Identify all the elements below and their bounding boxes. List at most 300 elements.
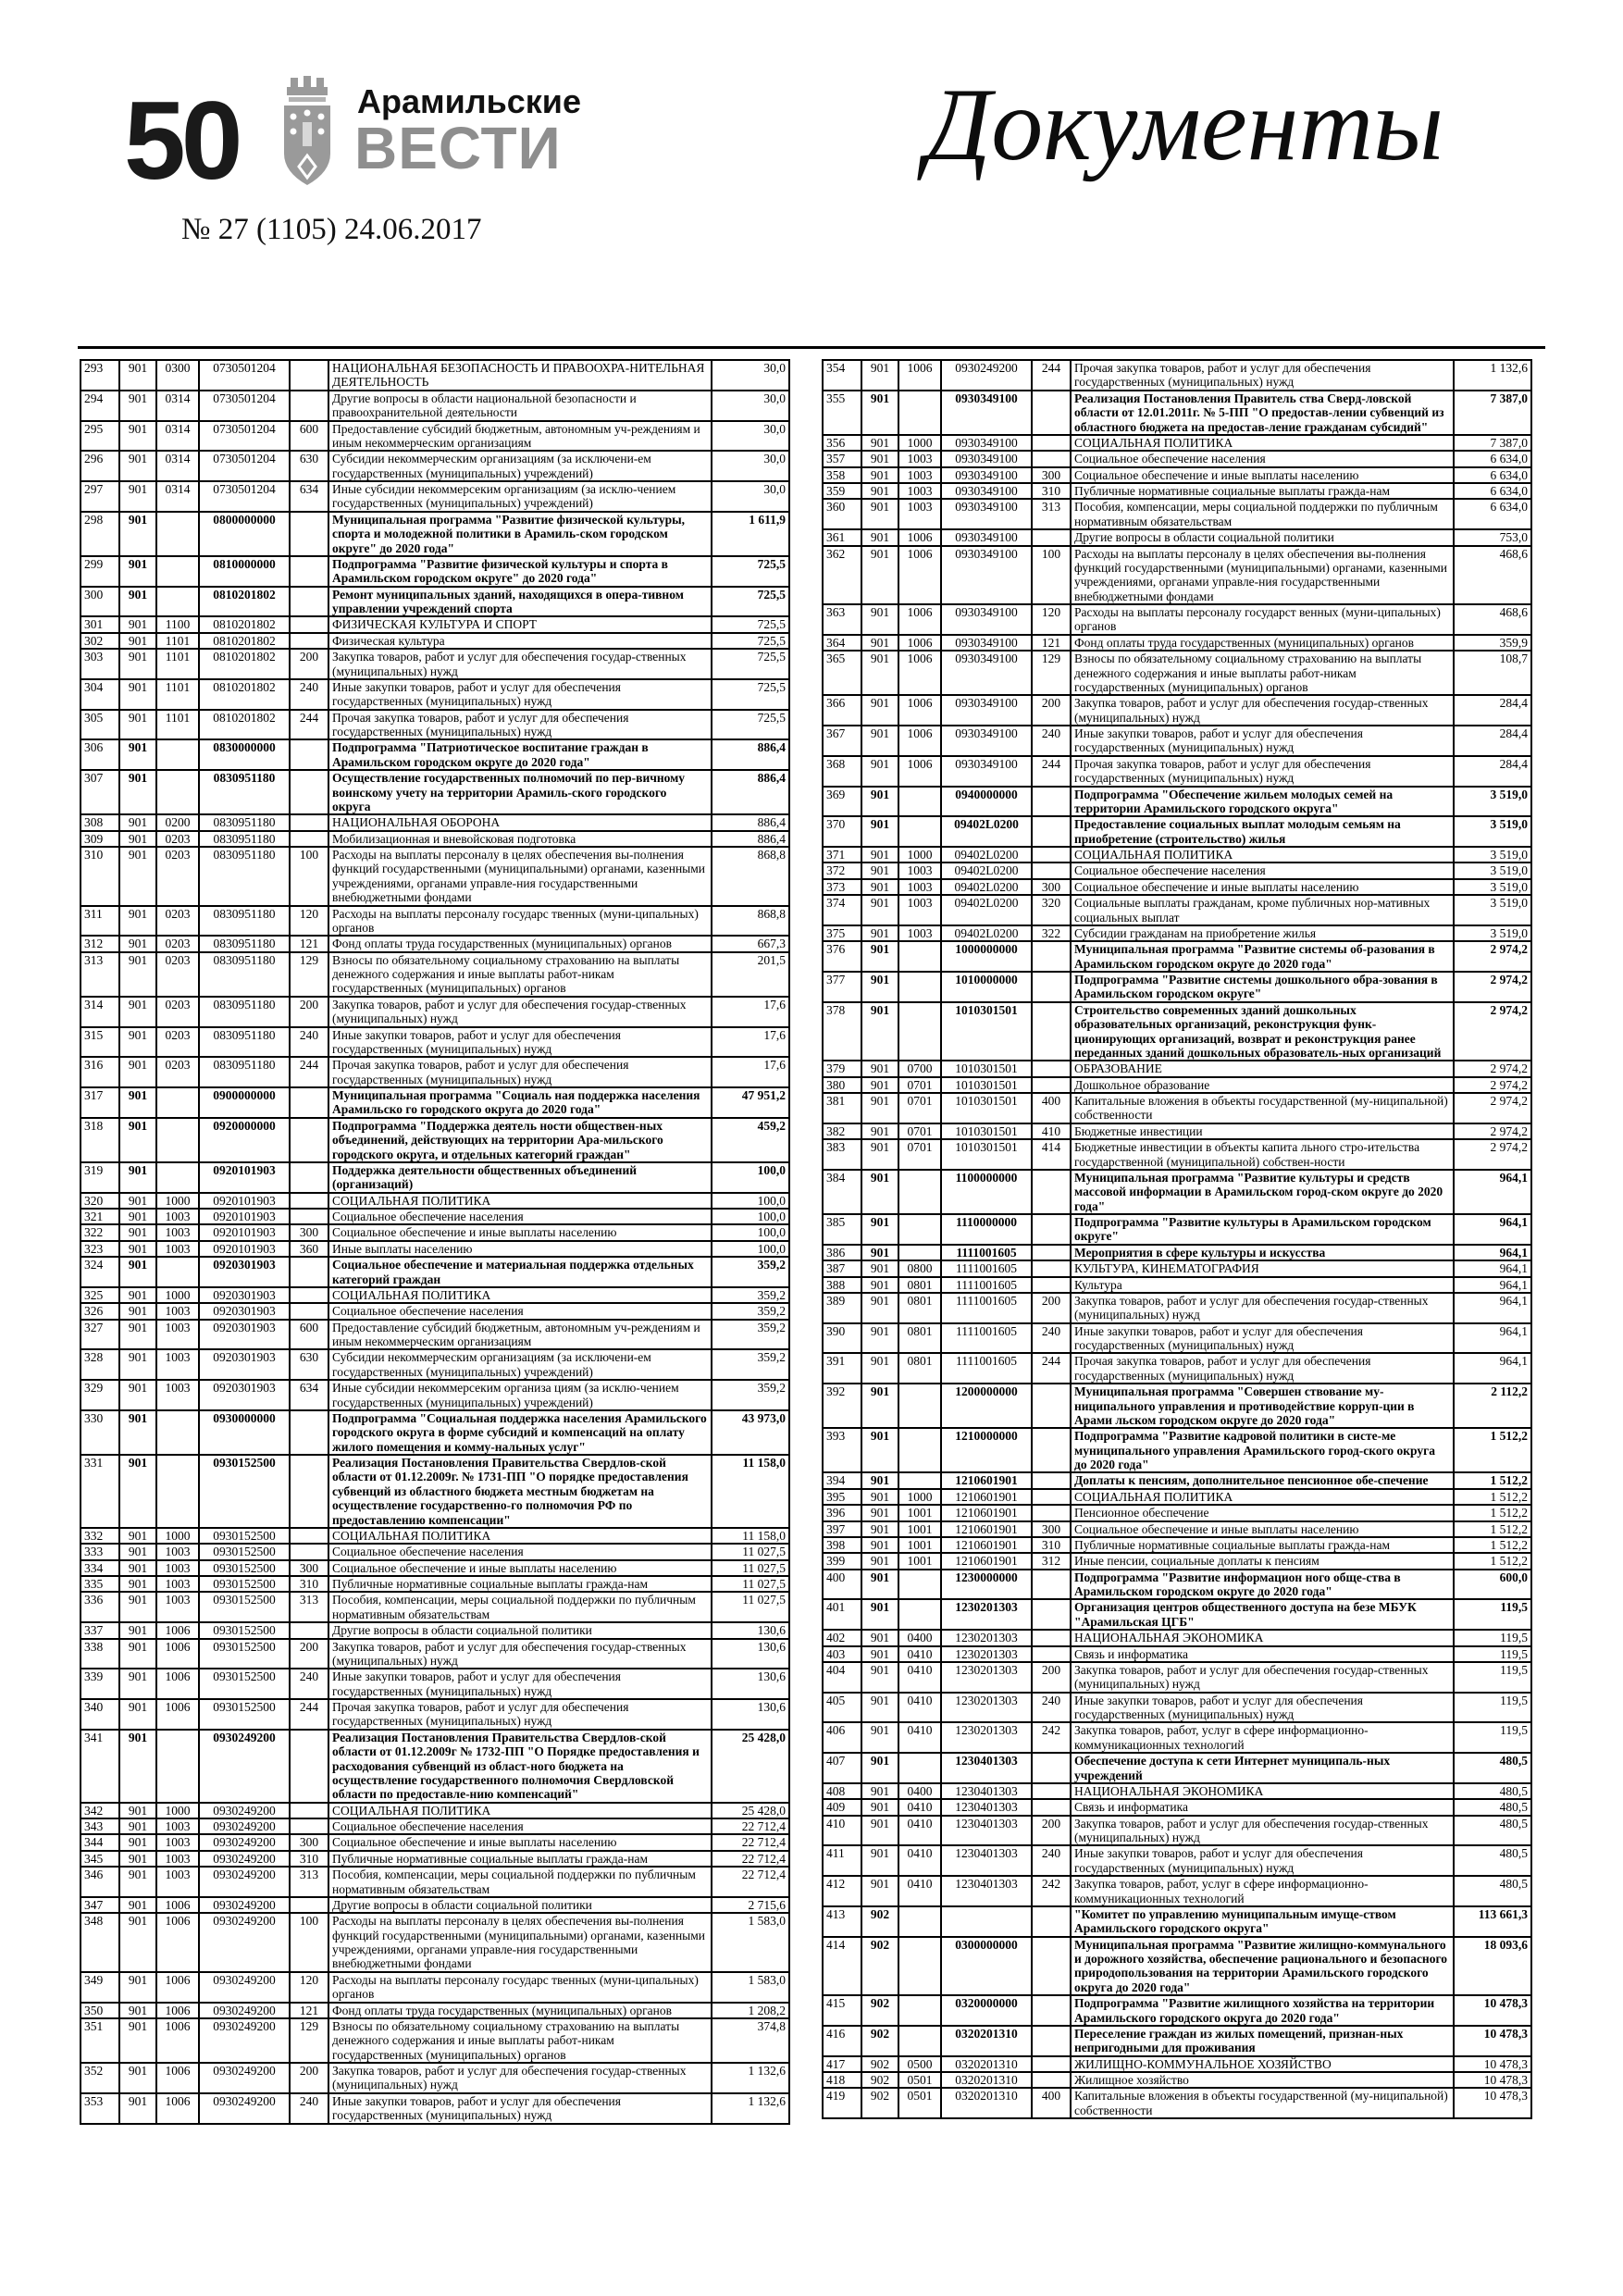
cell-description: Пособия, компенсации, меры социальной поддержки по публичным нормативным обязательствам bbox=[1071, 499, 1454, 529]
cell-amount: 725,5 bbox=[712, 649, 789, 679]
cell-amount: 667,3 bbox=[712, 936, 789, 951]
cell-description: Муниципальная программа "Развитие культуры и средств массовой информации в Арамильском город-ском округе до 2020 года" bbox=[1071, 1170, 1454, 1214]
cell-section-code bbox=[898, 941, 941, 972]
table-row bbox=[823, 1537, 1531, 1553]
cell-expense-type-code bbox=[1032, 847, 1071, 863]
cell-expense-type-code bbox=[290, 1544, 328, 1559]
cell-description: ОБРАЗОВАНИЕ bbox=[1071, 1061, 1454, 1076]
cell-amount: 201,5 bbox=[712, 952, 789, 997]
cell-row-number: 408 bbox=[823, 1783, 861, 1799]
cell-section-code: 1003 bbox=[898, 499, 941, 529]
cell-expense-type-code: 242 bbox=[1032, 1722, 1071, 1753]
cell-target-article-code: 0930349100 bbox=[941, 651, 1032, 695]
table-row bbox=[81, 1287, 789, 1303]
cell-row-number: 326 bbox=[81, 1303, 119, 1319]
cell-section-code: 0410 bbox=[898, 1693, 941, 1723]
cell-target-article-code: 0930249200 bbox=[199, 1730, 290, 1803]
cell-amount: 725,5 bbox=[712, 633, 789, 649]
cell-administrator-code: 901 bbox=[861, 1170, 898, 1214]
table-row bbox=[81, 2093, 789, 2124]
cell-expense-type-code bbox=[1032, 816, 1071, 847]
cell-description: Социальное обеспечение и иные выплаты населению bbox=[328, 1224, 712, 1240]
cell-description: Подпрограмма "Развитие системы дошкольного обра-зования в Арамильском городском округе" bbox=[1071, 972, 1454, 1002]
cell-amount: 284,4 bbox=[1454, 756, 1531, 787]
cell-description: Прочая закупка товаров, работ и услуг для обеспечения государственных (муниципальных) нужд bbox=[328, 1699, 712, 1730]
cell-target-article-code: 1210601901 bbox=[941, 1537, 1032, 1553]
cell-description: Иные закупки товаров, работ и услуг для обеспечения государственных (муниципальных) нужд bbox=[328, 1669, 712, 1699]
cell-section-code: 0203 bbox=[156, 1057, 199, 1087]
cell-amount: 108,7 bbox=[1454, 651, 1531, 695]
cell-target-article-code: 0930152500 bbox=[199, 1528, 290, 1544]
cell-amount: 11 158,0 bbox=[712, 1455, 789, 1528]
cell-expense-type-code bbox=[1032, 2026, 1071, 2056]
table-row bbox=[823, 467, 1531, 483]
cell-row-number: 400 bbox=[823, 1570, 861, 1600]
cell-expense-type-code bbox=[1032, 787, 1071, 817]
cell-administrator-code: 901 bbox=[119, 1349, 156, 1380]
cell-section-code bbox=[898, 1170, 941, 1214]
cell-target-article-code: 0930152500 bbox=[199, 1592, 290, 1622]
cell-expense-type-code: 300 bbox=[1032, 879, 1071, 895]
cell-amount: 1 583,0 bbox=[712, 1913, 789, 1972]
cell-expense-type-code: 240 bbox=[1032, 1845, 1071, 1876]
cell-amount: 964,1 bbox=[1454, 1293, 1531, 1323]
table-row bbox=[81, 1669, 789, 1699]
cell-target-article-code: 0320201310 bbox=[941, 2072, 1032, 2088]
cell-row-number: 364 bbox=[823, 635, 861, 651]
cell-target-article-code: 1010301501 bbox=[941, 1061, 1032, 1076]
cell-section-code: 1000 bbox=[898, 847, 941, 863]
cell-expense-type-code bbox=[290, 587, 328, 617]
cell-description: Предоставление субсидий бюджетным, автономным уч-реждениям и иным некоммерческим организациям bbox=[328, 421, 712, 452]
cell-section-code bbox=[898, 1753, 941, 1783]
table-row bbox=[823, 604, 1531, 635]
cell-description: Социальное обеспечение и иные выплаты населению bbox=[328, 1834, 712, 1850]
cell-description: Подпрограмма "Развитие физической культуры и спорта в Арамильском городском округе" до 2020 года" bbox=[328, 556, 712, 587]
cell-amount: 30,0 bbox=[712, 451, 789, 481]
cell-section-code bbox=[898, 787, 941, 817]
cell-section-code: 0203 bbox=[156, 831, 199, 847]
cell-expense-type-code: 244 bbox=[290, 1057, 328, 1087]
cell-section-code: 1003 bbox=[898, 483, 941, 499]
cell-administrator-code: 901 bbox=[119, 1257, 156, 1287]
cell-description: Иные закупки товаров, работ и услуг для обеспечения государственных (муниципальных) нужд bbox=[1071, 1323, 1454, 1354]
cell-row-number: 335 bbox=[81, 1576, 119, 1592]
cell-section-code: 1003 bbox=[156, 1209, 199, 1224]
cell-target-article-code: 0920301903 bbox=[199, 1303, 290, 1319]
cell-amount: 7 387,0 bbox=[1454, 391, 1531, 435]
cell-row-number: 412 bbox=[823, 1876, 861, 1906]
cell-administrator-code: 901 bbox=[119, 1027, 156, 1058]
cell-amount: 47 951,2 bbox=[712, 1087, 789, 1118]
cell-row-number: 401 bbox=[823, 1599, 861, 1630]
cell-row-number: 363 bbox=[823, 604, 861, 635]
cell-row-number: 395 bbox=[823, 1489, 861, 1505]
cell-amount: 30,0 bbox=[712, 481, 789, 512]
cell-expense-type-code: 400 bbox=[1032, 1093, 1071, 1123]
cell-description: Связь и информатика bbox=[1071, 1799, 1454, 1815]
cell-amount: 22 712,4 bbox=[712, 1834, 789, 1850]
cell-target-article-code: 0930152500 bbox=[199, 1544, 290, 1559]
cell-expense-type-code: 313 bbox=[290, 1592, 328, 1622]
cell-section-code: 0501 bbox=[898, 2088, 941, 2118]
cell-row-number: 304 bbox=[81, 679, 119, 710]
cell-amount: 1 512,2 bbox=[1454, 1472, 1531, 1488]
cell-amount: 119,5 bbox=[1454, 1646, 1531, 1662]
cell-amount: 119,5 bbox=[1454, 1693, 1531, 1723]
table-row bbox=[81, 739, 789, 770]
cell-expense-type-code: 322 bbox=[1032, 925, 1071, 941]
cell-expense-type-code: 129 bbox=[290, 952, 328, 997]
cell-administrator-code: 901 bbox=[119, 649, 156, 679]
cell-target-article-code bbox=[941, 1906, 1032, 1937]
cell-description: "Комитет по управлению муниципальным имуще-ством Арамильского городского округа" bbox=[1071, 1906, 1454, 1937]
cell-administrator-code: 901 bbox=[119, 770, 156, 814]
cell-administrator-code: 901 bbox=[861, 1277, 898, 1293]
cell-description: Бюджетные инвестиции bbox=[1071, 1123, 1454, 1139]
cell-row-number: 406 bbox=[823, 1722, 861, 1753]
cell-expense-type-code: 200 bbox=[1032, 1816, 1071, 1846]
cell-section-code: 0203 bbox=[156, 997, 199, 1027]
cell-target-article-code: 1230201303 bbox=[941, 1662, 1032, 1693]
cell-amount: 1 512,2 bbox=[1454, 1537, 1531, 1553]
cell-row-number: 343 bbox=[81, 1818, 119, 1834]
cell-administrator-code: 901 bbox=[119, 739, 156, 770]
cell-row-number: 404 bbox=[823, 1662, 861, 1693]
cell-row-number: 351 bbox=[81, 2018, 119, 2063]
cell-expense-type-code bbox=[1032, 1489, 1071, 1505]
cell-description: Обеспечение доступа к сети Интернет муниципаль-ных учреждений bbox=[1071, 1753, 1454, 1783]
cell-amount: 100,0 bbox=[712, 1209, 789, 1224]
cell-target-article-code: 1100000000 bbox=[941, 1170, 1032, 1214]
cell-description: Расходы на выплаты персоналу в целях обеспечения вы-полнения функций государственными (муниципальными) органами, казенными учреждениями, органами управле-ния государственными внебюджетными фондами bbox=[1071, 546, 1454, 605]
cell-row-number: 352 bbox=[81, 2063, 119, 2093]
cell-target-article-code: 0940000000 bbox=[941, 787, 1032, 817]
cell-expense-type-code bbox=[290, 391, 328, 421]
cell-administrator-code: 901 bbox=[119, 1867, 156, 1897]
cell-administrator-code: 901 bbox=[861, 1662, 898, 1693]
cell-description: СОЦИАЛЬНАЯ ПОЛИТИКА bbox=[1071, 847, 1454, 863]
cell-section-code bbox=[156, 1455, 199, 1528]
cell-section-code bbox=[156, 739, 199, 770]
cell-expense-type-code: 310 bbox=[290, 1576, 328, 1592]
cell-administrator-code: 901 bbox=[119, 1528, 156, 1544]
cell-administrator-code: 901 bbox=[119, 1576, 156, 1592]
cell-administrator-code: 901 bbox=[861, 895, 898, 925]
cell-administrator-code: 901 bbox=[861, 925, 898, 941]
cell-section-code: 1003 bbox=[156, 1576, 199, 1592]
cell-expense-type-code bbox=[290, 814, 328, 830]
cell-expense-type-code bbox=[290, 633, 328, 649]
cell-section-code: 1006 bbox=[156, 2063, 199, 2093]
table-row bbox=[81, 2003, 789, 2018]
table-row bbox=[823, 1845, 1531, 1876]
issue-line: № 27 (1105) 24.06.2017 bbox=[181, 213, 482, 246]
table-row bbox=[823, 1937, 1531, 1996]
cell-description: Ремонт муниципальных зданий, находящихся в опера-тивном управлении учреждений спорта bbox=[328, 587, 712, 617]
cell-target-article-code: 09402L0200 bbox=[941, 816, 1032, 847]
cell-section-code bbox=[898, 2026, 941, 2056]
table-row bbox=[823, 1876, 1531, 1906]
cell-target-article-code: 0930152500 bbox=[199, 1699, 290, 1730]
cell-administrator-code: 901 bbox=[861, 1093, 898, 1123]
table-row bbox=[81, 936, 789, 951]
cell-description: Закупка товаров, работ и услуг для обеспечения государ-ственных (муниципальных) нужд bbox=[328, 649, 712, 679]
cell-amount: 2 974,2 bbox=[1454, 1139, 1531, 1170]
cell-expense-type-code bbox=[290, 512, 328, 556]
cell-description: Социальное обеспечение и иные выплаты населению bbox=[1071, 467, 1454, 483]
cell-description: Закупка товаров, работ и услуг для обеспечения государ-ственных (муниципальных) нужд bbox=[328, 997, 712, 1027]
cell-amount: 119,5 bbox=[1454, 1722, 1531, 1753]
cell-section-code: 0410 bbox=[898, 1722, 941, 1753]
cell-expense-type-code bbox=[1032, 1002, 1071, 1061]
cell-amount: 10 478,3 bbox=[1454, 2026, 1531, 2056]
cell-expense-type-code: 313 bbox=[1032, 499, 1071, 529]
cell-section-code: 1003 bbox=[156, 1592, 199, 1622]
table-row bbox=[823, 941, 1531, 972]
cell-row-number: 310 bbox=[81, 847, 119, 906]
cell-administrator-code: 901 bbox=[861, 435, 898, 451]
cell-section-code: 1006 bbox=[898, 635, 941, 651]
cell-amount: 100,0 bbox=[712, 1241, 789, 1257]
table-row bbox=[81, 1027, 789, 1058]
cell-section-code bbox=[898, 1384, 941, 1428]
table-row bbox=[81, 1224, 789, 1240]
cell-administrator-code: 901 bbox=[861, 1553, 898, 1569]
table-row bbox=[823, 879, 1531, 895]
cell-administrator-code: 901 bbox=[861, 1323, 898, 1354]
cell-administrator-code: 901 bbox=[119, 633, 156, 649]
cell-description: Подпрограмма "Развитие информацион ного обще-ства в Арамильском городском округе до 2020 года" bbox=[1071, 1570, 1454, 1600]
cell-description: Связь и информатика bbox=[1071, 1646, 1454, 1662]
cell-amount: 480,5 bbox=[1454, 1845, 1531, 1876]
cell-administrator-code: 901 bbox=[119, 1897, 156, 1913]
cell-amount: 10 478,3 bbox=[1454, 2056, 1531, 2072]
cell-row-number: 333 bbox=[81, 1544, 119, 1559]
table-row bbox=[81, 952, 789, 997]
cell-section-code: 0500 bbox=[898, 2056, 941, 2072]
cell-row-number: 365 bbox=[823, 651, 861, 695]
cell-expense-type-code bbox=[290, 770, 328, 814]
cell-expense-type-code: 300 bbox=[1032, 1521, 1071, 1537]
cell-target-article-code: 0810201802 bbox=[199, 710, 290, 740]
cell-row-number: 377 bbox=[823, 972, 861, 1002]
cell-administrator-code: 901 bbox=[119, 1118, 156, 1162]
cell-section-code: 0801 bbox=[898, 1277, 941, 1293]
cell-description: Иные закупки товаров, работ и услуг для обеспечения государственных (муниципальных) нужд bbox=[1071, 1845, 1454, 1876]
cell-expense-type-code bbox=[1032, 1646, 1071, 1662]
cell-description: Фонд оплаты труда государственных (муниципальных) органов bbox=[328, 2003, 712, 2018]
cell-administrator-code: 901 bbox=[861, 941, 898, 972]
cell-administrator-code: 901 bbox=[861, 1002, 898, 1061]
cell-expense-type-code bbox=[290, 1818, 328, 1834]
table-row bbox=[823, 483, 1531, 499]
table-row bbox=[81, 512, 789, 556]
cell-target-article-code: 1210601901 bbox=[941, 1553, 1032, 1569]
cell-administrator-code: 901 bbox=[119, 1803, 156, 1818]
table-row bbox=[823, 360, 1531, 391]
cell-target-article-code: 0930249200 bbox=[199, 1867, 290, 1897]
cell-section-code: 1006 bbox=[156, 1972, 199, 2003]
cell-target-article-code: 0930349100 bbox=[941, 726, 1032, 756]
cell-section-code: 1003 bbox=[898, 925, 941, 941]
cell-expense-type-code: 120 bbox=[290, 906, 328, 937]
cell-administrator-code: 901 bbox=[119, 1544, 156, 1559]
cell-amount: 2 974,2 bbox=[1454, 1002, 1531, 1061]
cell-expense-type-code: 200 bbox=[290, 1639, 328, 1669]
table-row bbox=[823, 1123, 1531, 1139]
cell-target-article-code: 1010301501 bbox=[941, 1077, 1032, 1093]
cell-description: Муниципальная программа "Развитие физической культуры, спорта и молодежной политики в Арамиль-ском городском округе" до 2020 года" bbox=[328, 512, 712, 556]
cell-row-number: 402 bbox=[823, 1630, 861, 1645]
cell-amount: 11 027,5 bbox=[712, 1592, 789, 1622]
cell-section-code bbox=[898, 1599, 941, 1630]
cell-target-article-code: 0800000000 bbox=[199, 512, 290, 556]
table-row bbox=[823, 1139, 1531, 1170]
table-row bbox=[823, 1521, 1531, 1537]
cell-expense-type-code: 200 bbox=[1032, 1662, 1071, 1693]
cell-section-code bbox=[156, 1730, 199, 1803]
cell-section-code: 0314 bbox=[156, 481, 199, 512]
cell-administrator-code: 901 bbox=[861, 651, 898, 695]
cell-section-code: 0314 bbox=[156, 451, 199, 481]
cell-section-code: 1003 bbox=[898, 879, 941, 895]
cell-section-code: 1003 bbox=[156, 1560, 199, 1576]
cell-expense-type-code: 310 bbox=[290, 1851, 328, 1867]
table-row bbox=[81, 1818, 789, 1834]
cell-administrator-code: 901 bbox=[861, 467, 898, 483]
cell-row-number: 321 bbox=[81, 1209, 119, 1224]
cell-row-number: 403 bbox=[823, 1646, 861, 1662]
cell-expense-type-code bbox=[290, 739, 328, 770]
cell-target-article-code: 09402L0200 bbox=[941, 847, 1032, 863]
cell-amount: 119,5 bbox=[1454, 1599, 1531, 1630]
cell-row-number: 297 bbox=[81, 481, 119, 512]
cell-row-number: 300 bbox=[81, 587, 119, 617]
cell-section-code: 0314 bbox=[156, 391, 199, 421]
cell-target-article-code: 0930349100 bbox=[941, 467, 1032, 483]
cell-expense-type-code: 310 bbox=[1032, 1537, 1071, 1553]
city-crest-icon bbox=[278, 76, 337, 189]
cell-administrator-code: 901 bbox=[119, 1851, 156, 1867]
cell-section-code bbox=[898, 391, 941, 435]
table-row bbox=[81, 1528, 789, 1544]
table-row bbox=[823, 1323, 1531, 1354]
cell-description: Капитальные вложения в объекты государственной (му-ниципальной) собственности bbox=[1071, 2088, 1454, 2118]
cell-amount: 3 519,0 bbox=[1454, 879, 1531, 895]
cell-amount: 2 974,2 bbox=[1454, 1077, 1531, 1093]
cell-target-article-code: 0830951180 bbox=[199, 906, 290, 937]
cell-row-number: 368 bbox=[823, 756, 861, 787]
cell-amount: 2 974,2 bbox=[1454, 1123, 1531, 1139]
cell-section-code: 1006 bbox=[156, 1699, 199, 1730]
cell-administrator-code: 901 bbox=[119, 587, 156, 617]
cell-row-number: 313 bbox=[81, 952, 119, 997]
cell-amount: 1 132,6 bbox=[712, 2063, 789, 2093]
cell-target-article-code: 1111001605 bbox=[941, 1245, 1032, 1260]
cell-target-article-code: 0930249200 bbox=[199, 2003, 290, 2018]
cell-description: Мероприятия в сфере культуры и искусства bbox=[1071, 1245, 1454, 1260]
cell-row-number: 414 bbox=[823, 1937, 861, 1996]
table-row bbox=[81, 1834, 789, 1850]
cell-description: Взносы по обязательному социальному страхованию на выплаты денежного содержания и иные выплаты работ-никам государственных (муниципальных) органов bbox=[328, 2018, 712, 2063]
cell-expense-type-code: 634 bbox=[290, 481, 328, 512]
cell-amount: 119,5 bbox=[1454, 1630, 1531, 1645]
table-row bbox=[823, 1002, 1531, 1061]
cell-description: Взносы по обязательному социальному страхованию на выплаты денежного содержания и иные выплаты работ-никам государственных (муниципальных) органов bbox=[1071, 651, 1454, 695]
page-number: 50 bbox=[124, 79, 239, 203]
cell-administrator-code: 901 bbox=[861, 1245, 898, 1260]
cell-target-article-code: 0320201310 bbox=[941, 2088, 1032, 2118]
cell-target-article-code: 1010301501 bbox=[941, 1002, 1032, 1061]
cell-row-number: 325 bbox=[81, 1287, 119, 1303]
cell-section-code: 0701 bbox=[898, 1139, 941, 1170]
cell-description: Другие вопросы в области социальной политики bbox=[328, 1897, 712, 1913]
cell-row-number: 323 bbox=[81, 1241, 119, 1257]
cell-section-code bbox=[898, 1906, 941, 1937]
cell-administrator-code: 901 bbox=[119, 391, 156, 421]
cell-target-article-code: 1230401303 bbox=[941, 1799, 1032, 1815]
cell-administrator-code: 901 bbox=[861, 1061, 898, 1076]
cell-target-article-code: 1230201303 bbox=[941, 1599, 1032, 1630]
cell-description: ЖИЛИЩНО-КОММУНАЛЬНОЕ ХОЗЯЙСТВО bbox=[1071, 2056, 1454, 2072]
cell-section-code: 1003 bbox=[156, 1303, 199, 1319]
cell-row-number: 369 bbox=[823, 787, 861, 817]
cell-administrator-code: 901 bbox=[861, 1428, 898, 1472]
cell-target-article-code: 0930249200 bbox=[199, 1851, 290, 1867]
cell-administrator-code: 901 bbox=[119, 481, 156, 512]
table-row bbox=[823, 1783, 1531, 1799]
cell-amount: 1 132,6 bbox=[712, 2093, 789, 2124]
cell-section-code: 0801 bbox=[898, 1323, 941, 1354]
cell-row-number: 308 bbox=[81, 814, 119, 830]
cell-expense-type-code: 100 bbox=[290, 1913, 328, 1972]
cell-section-code: 1000 bbox=[156, 1287, 199, 1303]
cell-description: Публичные нормативные социальные выплаты гражда-нам bbox=[328, 1851, 712, 1867]
cell-expense-type-code bbox=[1032, 529, 1071, 545]
cell-administrator-code: 901 bbox=[861, 816, 898, 847]
cell-description: Предоставление субсидий бюджетным, автономным уч-реждениям и иным некоммерческим организациям bbox=[328, 1320, 712, 1350]
table-row bbox=[823, 1722, 1531, 1753]
cell-row-number: 303 bbox=[81, 649, 119, 679]
cell-description: Муниципальная программа "Социаль ная поддержка населения Арамильско го городского округа до 2020 года" bbox=[328, 1087, 712, 1118]
cell-expense-type-code bbox=[1032, 1277, 1071, 1293]
table-row bbox=[81, 1241, 789, 1257]
cell-expense-type-code bbox=[1032, 2072, 1071, 2088]
cell-expense-type-code bbox=[290, 1528, 328, 1544]
table-row bbox=[823, 1599, 1531, 1630]
cell-target-article-code: 1111001605 bbox=[941, 1293, 1032, 1323]
cell-amount: 6 634,0 bbox=[1454, 483, 1531, 499]
cell-section-code: 1006 bbox=[898, 695, 941, 726]
cell-target-article-code: 09402L0200 bbox=[941, 895, 1032, 925]
cell-description: Капитальные вложения в объекты государственной (му-ниципальной) собственности bbox=[1071, 1093, 1454, 1123]
cell-section-code bbox=[156, 1257, 199, 1287]
cell-row-number: 344 bbox=[81, 1834, 119, 1850]
cell-description: Расходы на выплаты персоналу государс твенных (муни-ципальных) органов bbox=[328, 1972, 712, 2003]
cell-target-article-code: 1000000000 bbox=[941, 941, 1032, 972]
cell-description: Иные субсидии некоммерсеким организациям (за исклю-чением государственных (муниципальных) учреждений) bbox=[328, 481, 712, 512]
cell-section-code bbox=[156, 1087, 199, 1118]
cell-amount: 725,5 bbox=[712, 679, 789, 710]
cell-row-number: 372 bbox=[823, 863, 861, 878]
table-row bbox=[81, 1592, 789, 1622]
cell-row-number: 384 bbox=[823, 1170, 861, 1214]
cell-target-article-code: 0810201802 bbox=[199, 616, 290, 632]
cell-row-number: 398 bbox=[823, 1537, 861, 1553]
cell-target-article-code: 0930000000 bbox=[199, 1410, 290, 1455]
cell-expense-type-code bbox=[1032, 1260, 1071, 1276]
